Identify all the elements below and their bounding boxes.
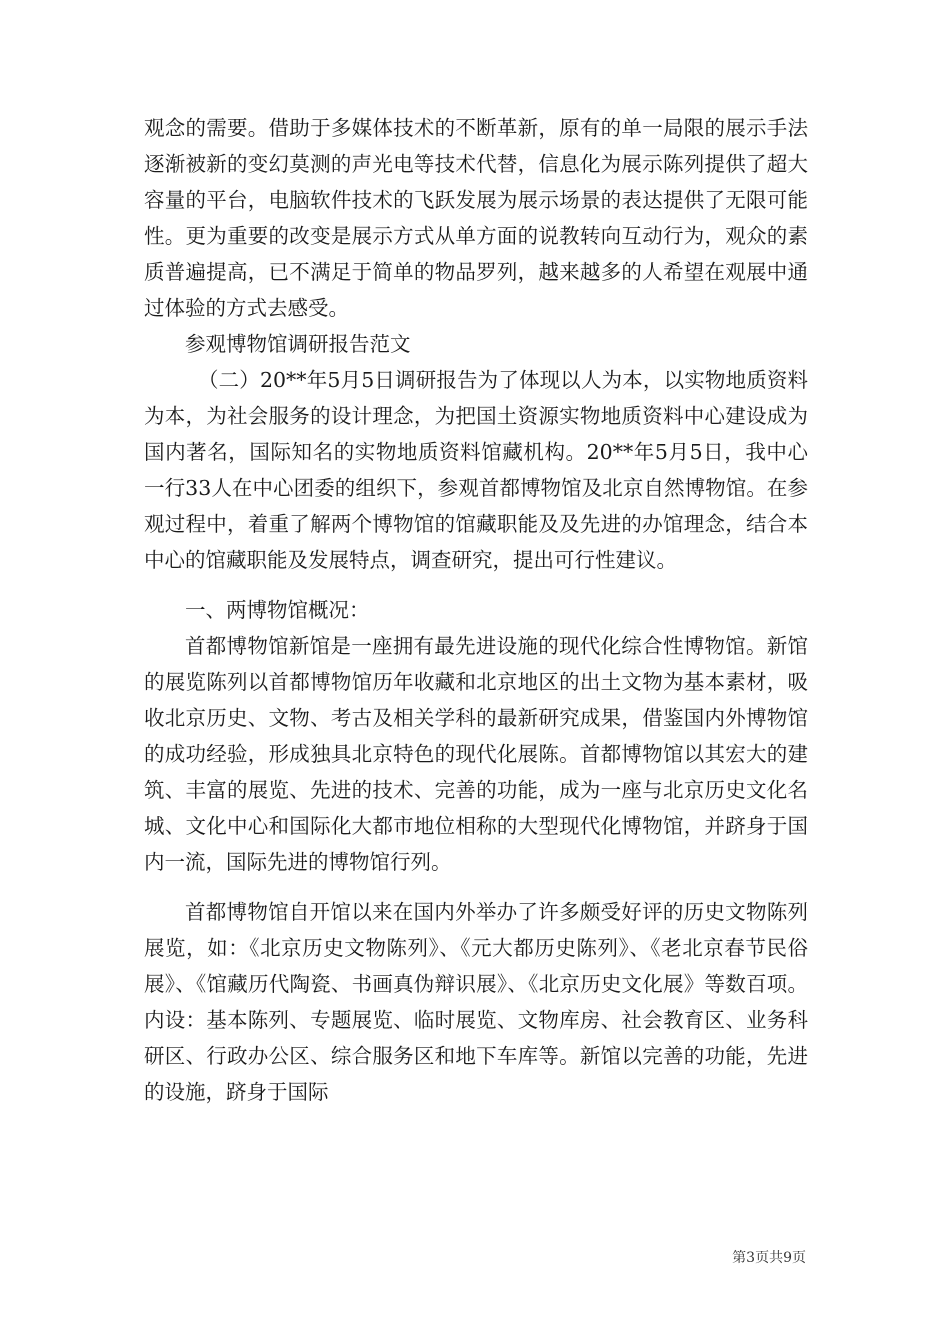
page-number-footer: 第3页共9页	[732, 1250, 806, 1266]
section-heading-museums-overview: 一、两博物馆概况：	[185, 598, 370, 622]
paragraph-intro-continuation: 观念的需要。借助于多媒体技术的不断革新，原有的单一局限的展示手法逐渐被新的变幻莫测的声光电等技术代替，信息化为展示陈列提供了超大容量的平台，电脑软件技术的飞跃发展为展示场景的表达提供了无限可能性。更为重要的改变是展示方式从单方面的说教转向互动行为，观众的素质普遍提高，已不满足于简单的物品罗列，越来越多的人希望在观展中通过体验的方式去感受。	[144, 116, 808, 320]
paragraph-report-overview: （二）20**年5月5日调研报告为了体现以人为本，以实物地质资料为本，为社会服务的设计理念，为把国土资源实物地质资料中心建设成为国内著名，国际知名的实物地质资料馆藏机构。20**年5月5日，我中心一行33人在中心团委的组织下，参观首都博物馆及北京自然博物馆。在参观过程中，着重了解两个博物馆的馆藏职能及及先进的办馆理念，结合本中心的馆藏职能及发展特点，调查研究，提出可行性建议。	[144, 368, 808, 572]
section-heading-report-sample: 参观博物馆调研报告范文	[185, 332, 411, 356]
document-body	[144, 110, 808, 1110]
paragraph-capital-museum-exhibitions: 首都博物馆自开馆以来在国内外举办了许多颇受好评的历史文物陈列展览，如：《北京历史文物陈列》、《元大都历史陈列》、《老北京春节民俗展》、《馆藏历代陶瓷、书画真伪辩识展》、《北京历史文化展》等数百项。内设：基本陈列、专题展览、临时展览、文物库房、社会教育区、业务科研区、行政办公区、综合服务区和地下车库等。新馆以完善的功能，先进的设施，跻身于国际	[144, 900, 808, 1104]
paragraph-capital-museum-new-hall: 首都博物馆新馆是一座拥有最先进设施的现代化综合性博物馆。新馆的展览陈列以首都博物馆历年收藏和北京地区的出土文物为基本素材，吸收北京历史、文物、考古及相关学科的最新研究成果，借鉴国内外博物馆的成功经验，形成独具北京特色的现代化展陈。首都博物馆以其宏大的建筑、丰富的展览、先进的技术、完善的功能，成为一座与北京历史文化名城、文化中心和国际化大都市地位相称的大型现代化博物馆，并跻身于国内一流，国际先进的博物馆行列。	[144, 634, 808, 874]
